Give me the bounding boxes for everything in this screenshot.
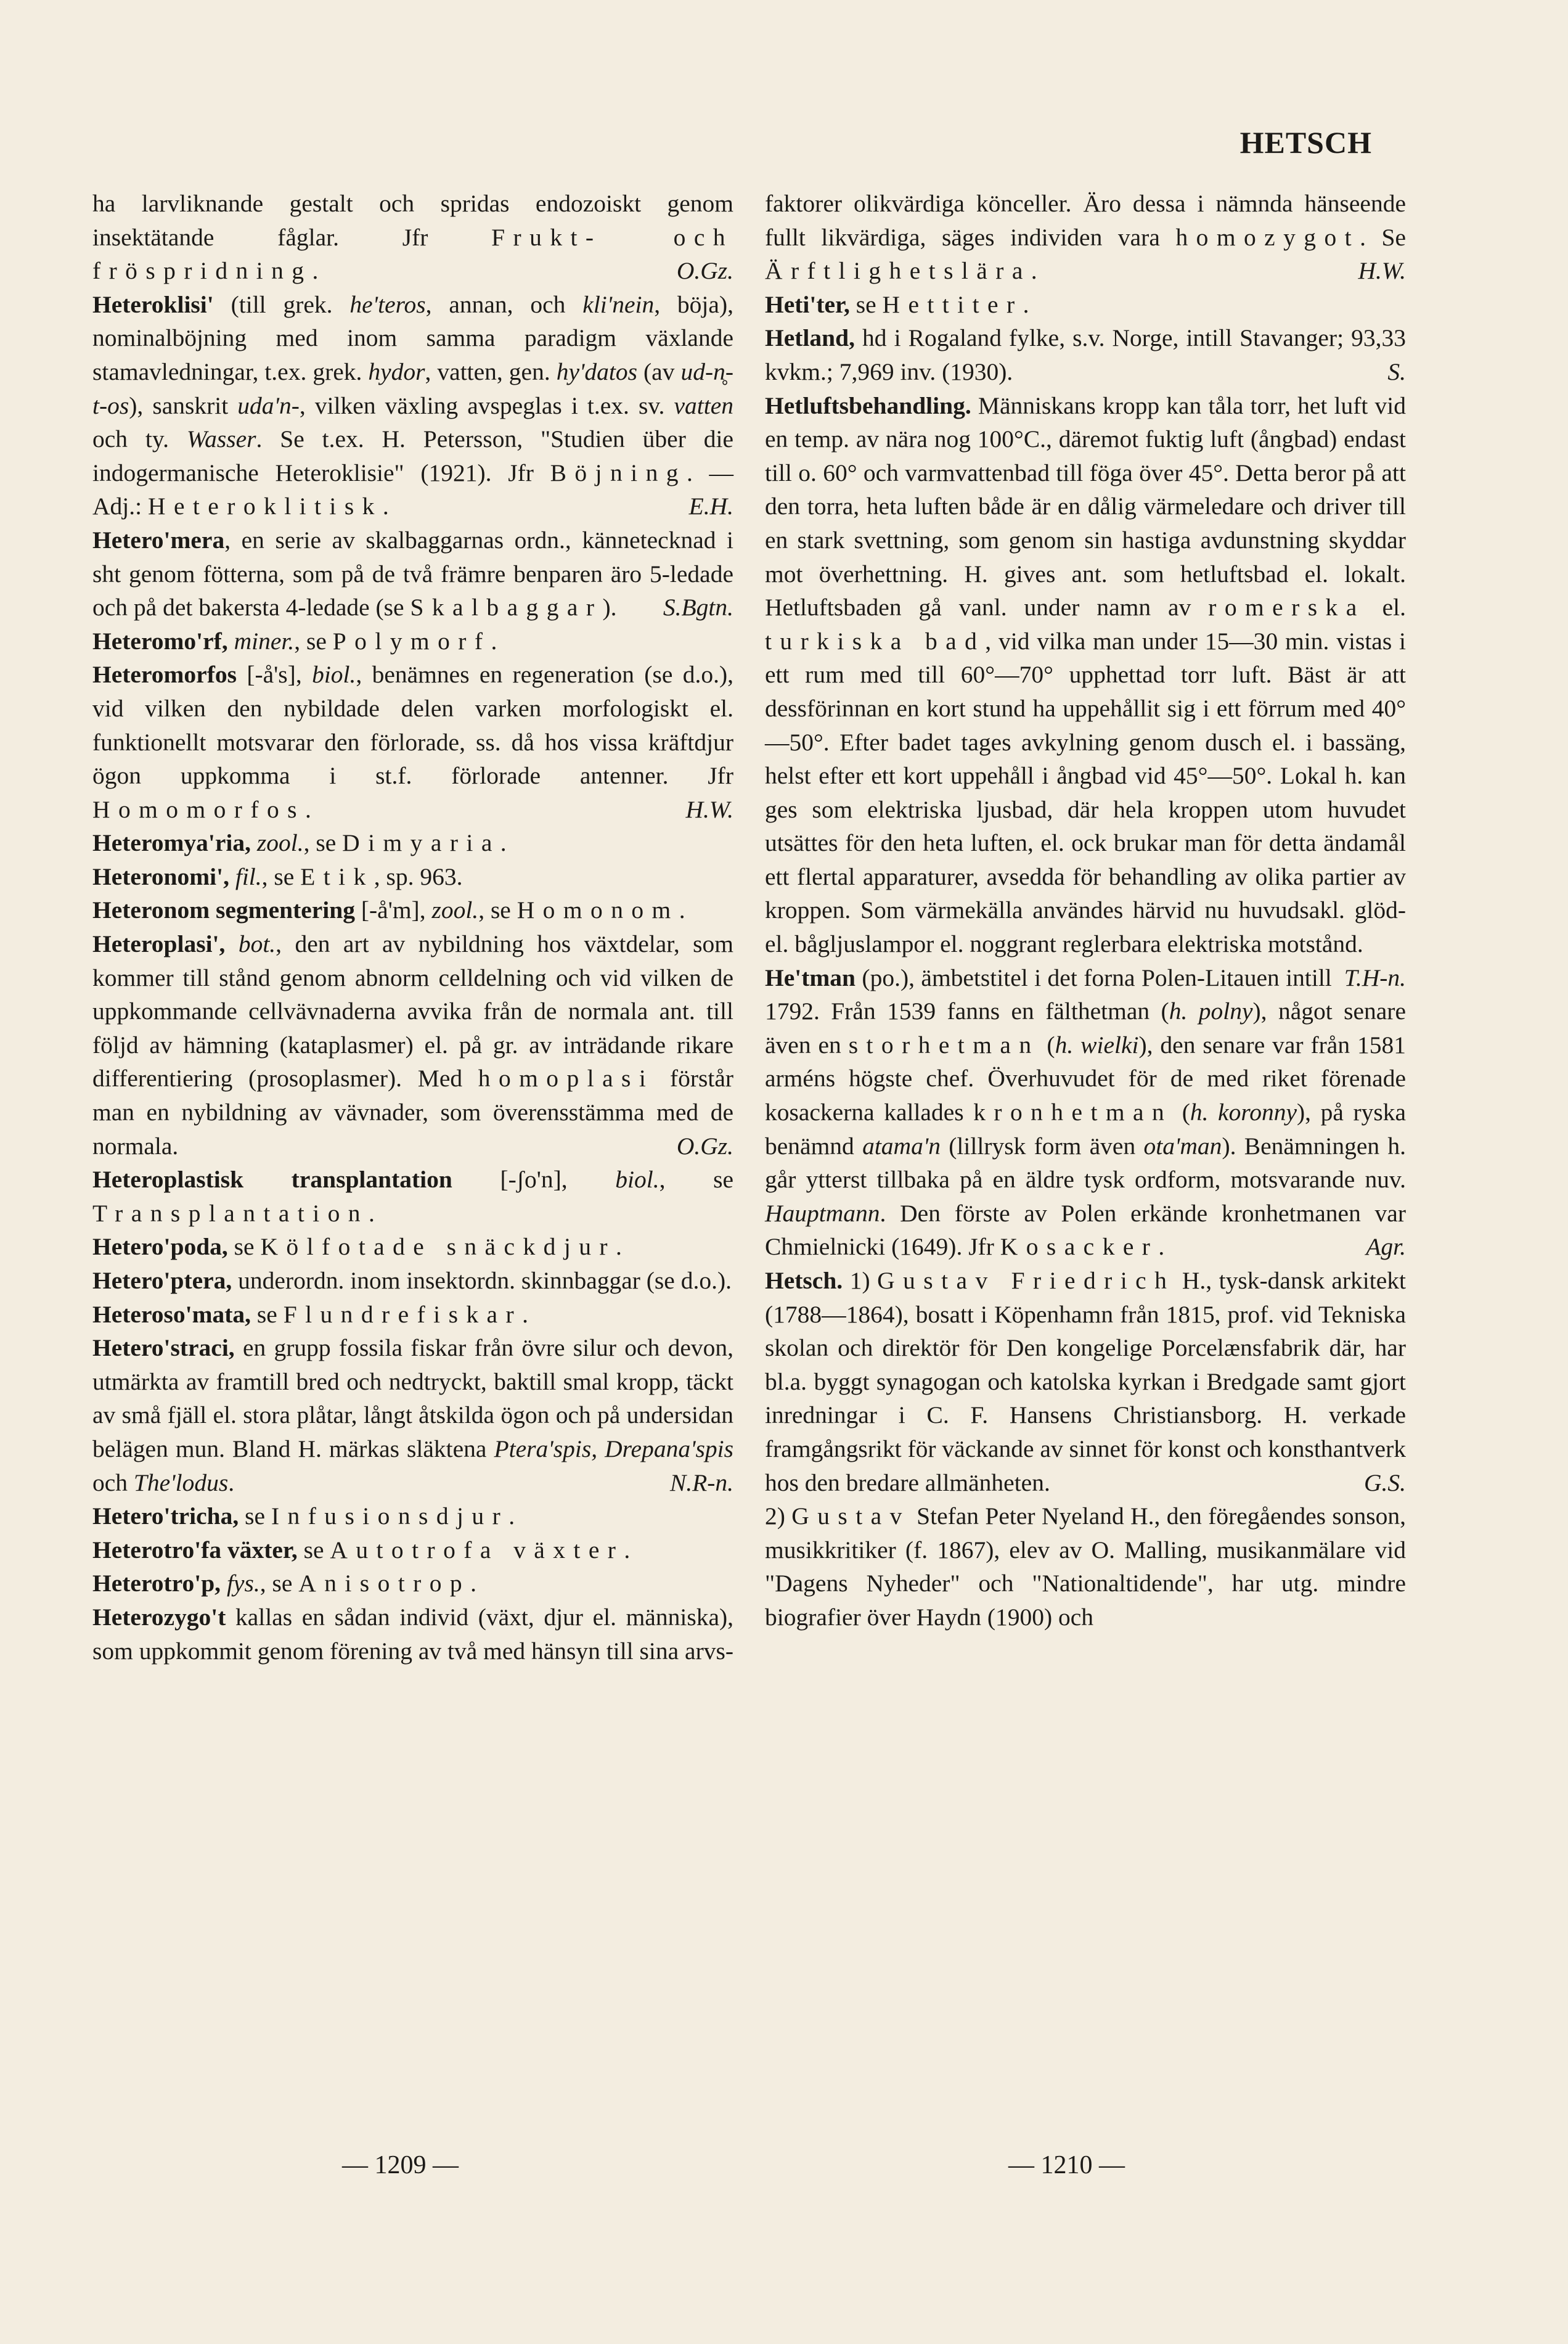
left-column [92,187,733,1668]
entry-heteroplastisk-transplantation: Heteroplastisk transplantation [-ʃo'n], biol., se Transplantation. [92,1166,734,1227]
headword: Heteronom segmentering [92,896,355,924]
entry-continuation: ha larvliknande gestalt och spridas endozoiskt genom insektätande fåglar. Jfr Frukt- och fröspridning. O.Gz. [92,187,733,288]
entry-heterozygot: Heterozygo't kallas en sådan individ (växt, djur el. människa), som uppkommit genom förening av två med hänsyn till sina arvs- [92,1603,733,1665]
entry-hetluftsbehandling: Hetluftsbehandling. Människans kropp kan tåla torr, het luft vid en temp. av nära nog 100°C., däremot fuktig luft (ångbad) endast till o. 60° och varmvattenbad till föga över 45°. Detta beror på att den torra, heta luften både är en dålig värmeledare och driver till en stark svettning, som genom sin hastiga avdunstning skyddar mot överhettning. H. gives ant. som hetluftsbad el. lokalt. Hetluftsbaden gå vanl. under namn av romerska el. turkiska bad, vid vilka man under 15—30 min. vistas i ett rum med till 60°—70° upphettad torr luft. Bäst är att dessförinnan en kort stund ha uppehållit sig i ett förrum med 40°—50°. Efter badet tages avkylning genom dusch el. i bassäng, helst efter ett kort uppehåll i ångbad vid 45°—50°. Lokal h. kan ges som elektriska ljusbad, där hela kroppen utom huvudet utsättes för den heta luften, el. ock brukar man för detta ändamål ett flertal apparaturer, avsedda för behandling av olika partier av kroppen. Som värmekälla användes härvid nu huvudsakl. glöd- el. bågljuslampor el. noggrant reglerbara elektriska motstånd. T.H-n. [765,389,1406,961]
author-signature: S.Bgtn. [663,594,733,621]
entry-heterotrofa-vaxter: Heterotro'fa växter, se Autotrofa växter. [92,1536,631,1563]
entry-heteroptera: Hetero'ptera, underordn. inom insektordn. skinnbaggar (se d.o.). [92,1267,732,1294]
entry-heteronom-segmentering: Heteronom segmentering [-å'm], zool., se Homonom. [92,896,685,924]
entry-hetman: He'tman (po.), ämbetstitel i det forna Polen-Litauen intill 1792. Från 1539 fanns en fälthetman (h. polny), något senare även en storhetman (h. wielki), den senare var från 1581 arméns högste chef. Överhuvudet för de med riket förenade kosackerna kallades kronhetman (h. koronny), på ryska benämnd atama'n (lillrysk form även ota'man). Benämningen h. går ytterst tillbaka på en äldre tysk ordform, motsvarande nuv. Hauptmann. Den förste av Polen erkände kronhetmanen var Chmielnicki (1649). Jfr Kosacker. Agr. [765,961,1406,1264]
headword: Hetero'mera [92,526,225,554]
page-number-left: — 1209 — [342,2151,459,2179]
page-number-right: — 1210 — [1008,2151,1125,2179]
entry-heteromyaria: Heteromya'ria, zool., se Dimyaria. [92,829,507,857]
headword: Hetero'tricha, [92,1502,239,1530]
entry-hetiter: Heti'ter, se Hettiter. [765,290,1029,318]
headword: Hetland, [765,324,855,352]
headword: Heterotro'fa växter, [92,1536,298,1563]
entry-heteromorfos: Heteromorfos [-å's], biol., benämnes en regeneration (se d.o.), vid vilken den nybildade delen varken morfologiskt el. funktionellt motsvarar den förlorade, ss. då hos vissa kräftdjur ögon uppkomma i st.f. förlorade antenner. Jfr Homomorfos. H.W. [92,658,733,826]
author-signature: H.W. [685,795,733,823]
headword: Heteromorfos [92,661,237,689]
headword: Hetero'poda, [92,1233,228,1261]
entry-heteroplasi: Heteroplasi', bot., den art av nybildning hos växtdelar, som kommer till stånd genom abnorm celldelning och vid vilken de uppkommande cellvävnaderna avvika från de normala ant. till följd av hämning (kataplasmer) el. på gr. av inträdande rikare differentiering (prosoplasmer). Med homoplasi förstår man en nybildning av vävnader, som överensstämma med de normala. O.Gz. [92,927,733,1163]
headword: Hetero'ptera, [92,1267,232,1294]
entry-continuation: faktorer olikvärdiga könceller. Äro dessa i nämnda hänseende fullt likvärdiga, säges individen vara homozygot. Se Ärftlighetslära. H.W. [765,187,1406,288]
entry-heterotricha: Hetero'tricha, se Infusionsdjur. [92,1502,515,1530]
headword: Heteroklisi' [92,290,214,318]
headword: Heteromya'ria, [92,829,251,857]
headword: Hetluftsbehandling. [765,391,971,419]
entry-heterosomata: Heteroso'mata, se Flundrefiskar. [92,1300,528,1328]
author-signature: T.H-n. [1344,964,1406,991]
author-signature: G.S. [1363,1469,1406,1496]
headword: Heteroso'mata, [92,1300,251,1328]
author-signature: O.Gz. [676,257,733,285]
headword: Heti'ter, [765,290,850,318]
headword: Heteroplasi', [92,930,226,958]
author-signature: E.H. [688,493,733,520]
headword: Heterotro'p, [92,1570,221,1597]
headword: Heterozygo't [92,1603,226,1631]
headword: Heteronomi', [92,863,229,890]
entry-hetland: Hetland, hd i Rogaland fylke, s.v. Norge, intill Stavanger; 93,33 kvkm.; 7,969 inv. (1930). S. [765,321,1406,388]
right-column [765,187,1406,1634]
entry-heterostraci: Hetero'straci, en grupp fossila fiskar från övre silur och devon, utmärkta av framtill bred och nedtryckt, baktill smal kropp, täckt av små fjäll el. stora plåtar, långt åtskilda ögon och på undersidan belägen mun. Bland H. märkas släktena Ptera'spis, Drepana'spis och The'lodus. N.R-n. [92,1331,733,1499]
entry-heteronomi: Heteronomi', fil., se Etik, sp. 963. [92,863,463,890]
headword: Hetsch. [765,1267,843,1294]
author-signature: O.Gz. [676,1132,733,1160]
running-head: HETSCH [1239,125,1372,160]
author-signature: Agr. [1366,1233,1406,1261]
entry-heteroklisi: Heteroklisi' (till grek. he'teros, annan, och kli'nein, böja), nominalböjning med inom samma paradigm växlande stamavledningar, t.ex. grek. hydor, vatten, gen. hy'datos (av ud-n̥-t-os), sanskrit uda'n-, vilken växling avspeglas i t.ex. sv. vatten och ty. Wasser. Se t.ex. H. Petersson, "Studien über die indogermanische Heteroklisie" (1921). Jfr Böjning. — Adj.: Heteroklitisk. E.H. [92,288,733,523]
headword: He'tman [765,964,856,991]
entry-hetsch-2: 2) Gustav Stefan Peter Nyeland H., den föregåendes sonson, musikkritiker (f. 1867), elev av O. Malling, musikanmälare vid "Dagens Nyheder" och "Nationaltidende", har utg. mindre biografier över Haydn (1900) och [765,1502,1406,1631]
entry-heteropoda: Hetero'poda, se Kölfotade snäckdjur. [92,1233,622,1261]
entry-hetsch: Hetsch. 1) Gustav Friedrich H., tysk-dansk arkitekt (1788—1864), bosatt i Köpenhamn från 1815, prof. vid Tekniska skolan och direktör för Den kongelige Porcelænsfabrik där, har bl.a. byggt synagogan och katolska kyrkan i Bredgade samt gjort inredningar i C. F. Hansens Christiansborg. H. verkade framgångsrikt för väckande av sinnet för konst och konsthantverk hos den bredare allmänheten. G.S. [765,1264,1406,1499]
entry-heteromera: Hetero'mera, en serie av skalbaggarnas ordn., kännetecknad i sht genom fötterna, som på de två främre benparen äro 5-ledade och på det bakersta 4-ledade (se Skalbaggar). S.Bgtn. [92,523,733,625]
author-signature: H.W. [1358,257,1406,285]
headword: Hetero'straci, [92,1334,235,1362]
author-signature: N.R-n. [669,1469,733,1496]
headword: Heteromo'rf, [92,627,228,655]
entry-heteromorf: Heteromo'rf, miner., se Polymorf. [92,627,497,655]
author-signature: S. [1387,358,1406,385]
entry-heterotrop: Heterotro'p, fys., se Anisotrop. [92,1570,476,1597]
headword: Heteroplastisk transplantation [92,1166,452,1194]
